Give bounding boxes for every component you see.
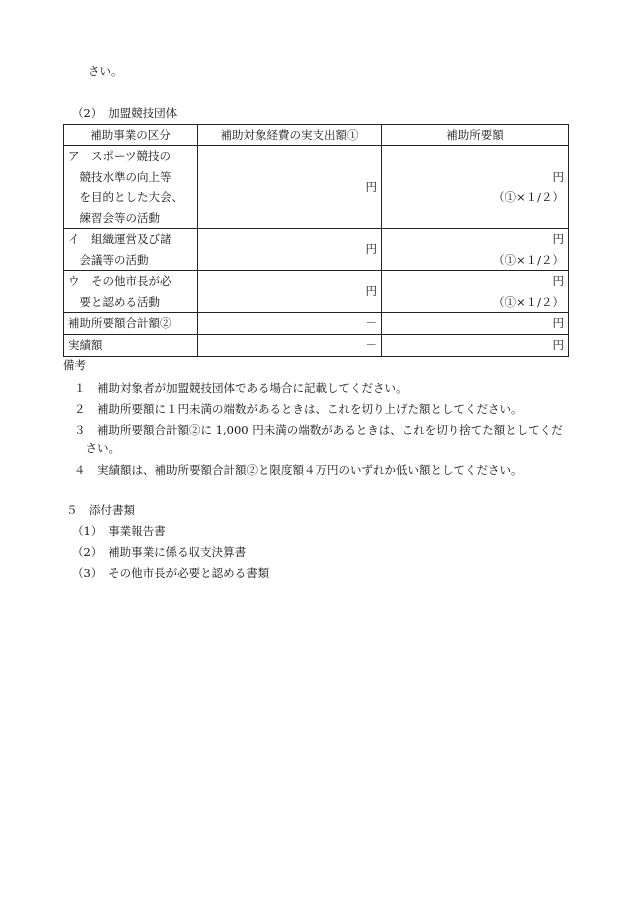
note-item-continued: さい。 [74,441,120,455]
table-row [64,335,569,357]
required-cell [382,229,569,271]
table-row [64,271,569,313]
category-line: イ 組織運営及び諸 [68,232,172,246]
category-line: 練習会等の活動 [68,210,160,225]
subsidy-table [63,124,569,357]
category-line: 競技水準の向上等 [68,169,172,184]
yen-unit: 円 [552,232,564,246]
category-line: ウ その他市長が必 [68,274,172,288]
category-line: 要と認める活動 [68,294,160,309]
header-required-amount: 補助所要額 [382,125,569,146]
header-category: 補助事業の区分 [64,125,198,146]
required-cell: 円 [382,313,569,335]
formula: （①×１/２） [492,294,564,309]
note-item: ３ 補助所要額合計額②に 1,000 円未満の端数があるときは、これを切り捨てた額としてくだ [74,423,563,437]
category-line: を目的とした大会、 [68,190,183,204]
yen-unit: 円 [552,274,564,288]
category-cell: 実績額 [64,335,198,357]
continuation-text: さい。 [88,64,123,78]
attachment-item: （3） その他市長が必要と認める書類 [72,566,270,580]
note-item: ２ 補助所要額に１円未満の端数があるときは、これを切り上げた額としてください。 [74,402,523,416]
section-title: （2） 加盟競技団体 [72,106,178,120]
formula: （①×１/２） [492,190,564,204]
formula: （①×１/２） [492,252,564,267]
category-cell: 補助所要額合計額② [64,313,198,335]
attachment-item: （2） 補助事業に係る収支決算書 [72,545,247,559]
required-cell: 円 [382,335,569,357]
expense-cell: 円 [198,271,382,313]
attachment-item: （1） 事業報告書 [72,524,166,538]
required-cell [382,146,569,229]
category-cell [64,271,198,313]
expense-cell: － [198,335,382,357]
table-header-row [64,125,569,146]
expense-cell: 円 [198,146,382,229]
required-cell [382,271,569,313]
note-item: ４ 実績額は、補助所要額合計額②と限度額４万円のいずれか低い額としてください。 [74,463,523,477]
table-row [64,146,569,229]
category-line: ア スポーツ競技の [68,149,172,163]
header-actual-expense: 補助対象経費の実支出額① [198,125,382,146]
category-cell [64,229,198,271]
category-cell [64,146,198,229]
expense-cell: － [198,313,382,335]
note-item: １ 補助対象者が加盟競技団体である場合に記載してください。 [74,381,408,395]
table-row [64,313,569,335]
table-row [64,229,569,271]
notes-title: 備考 [63,358,86,372]
section-title: ５ 添付書類 [66,503,135,517]
yen-unit: 円 [552,169,564,184]
expense-cell: 円 [198,229,382,271]
category-line: 会議等の活動 [68,252,149,267]
